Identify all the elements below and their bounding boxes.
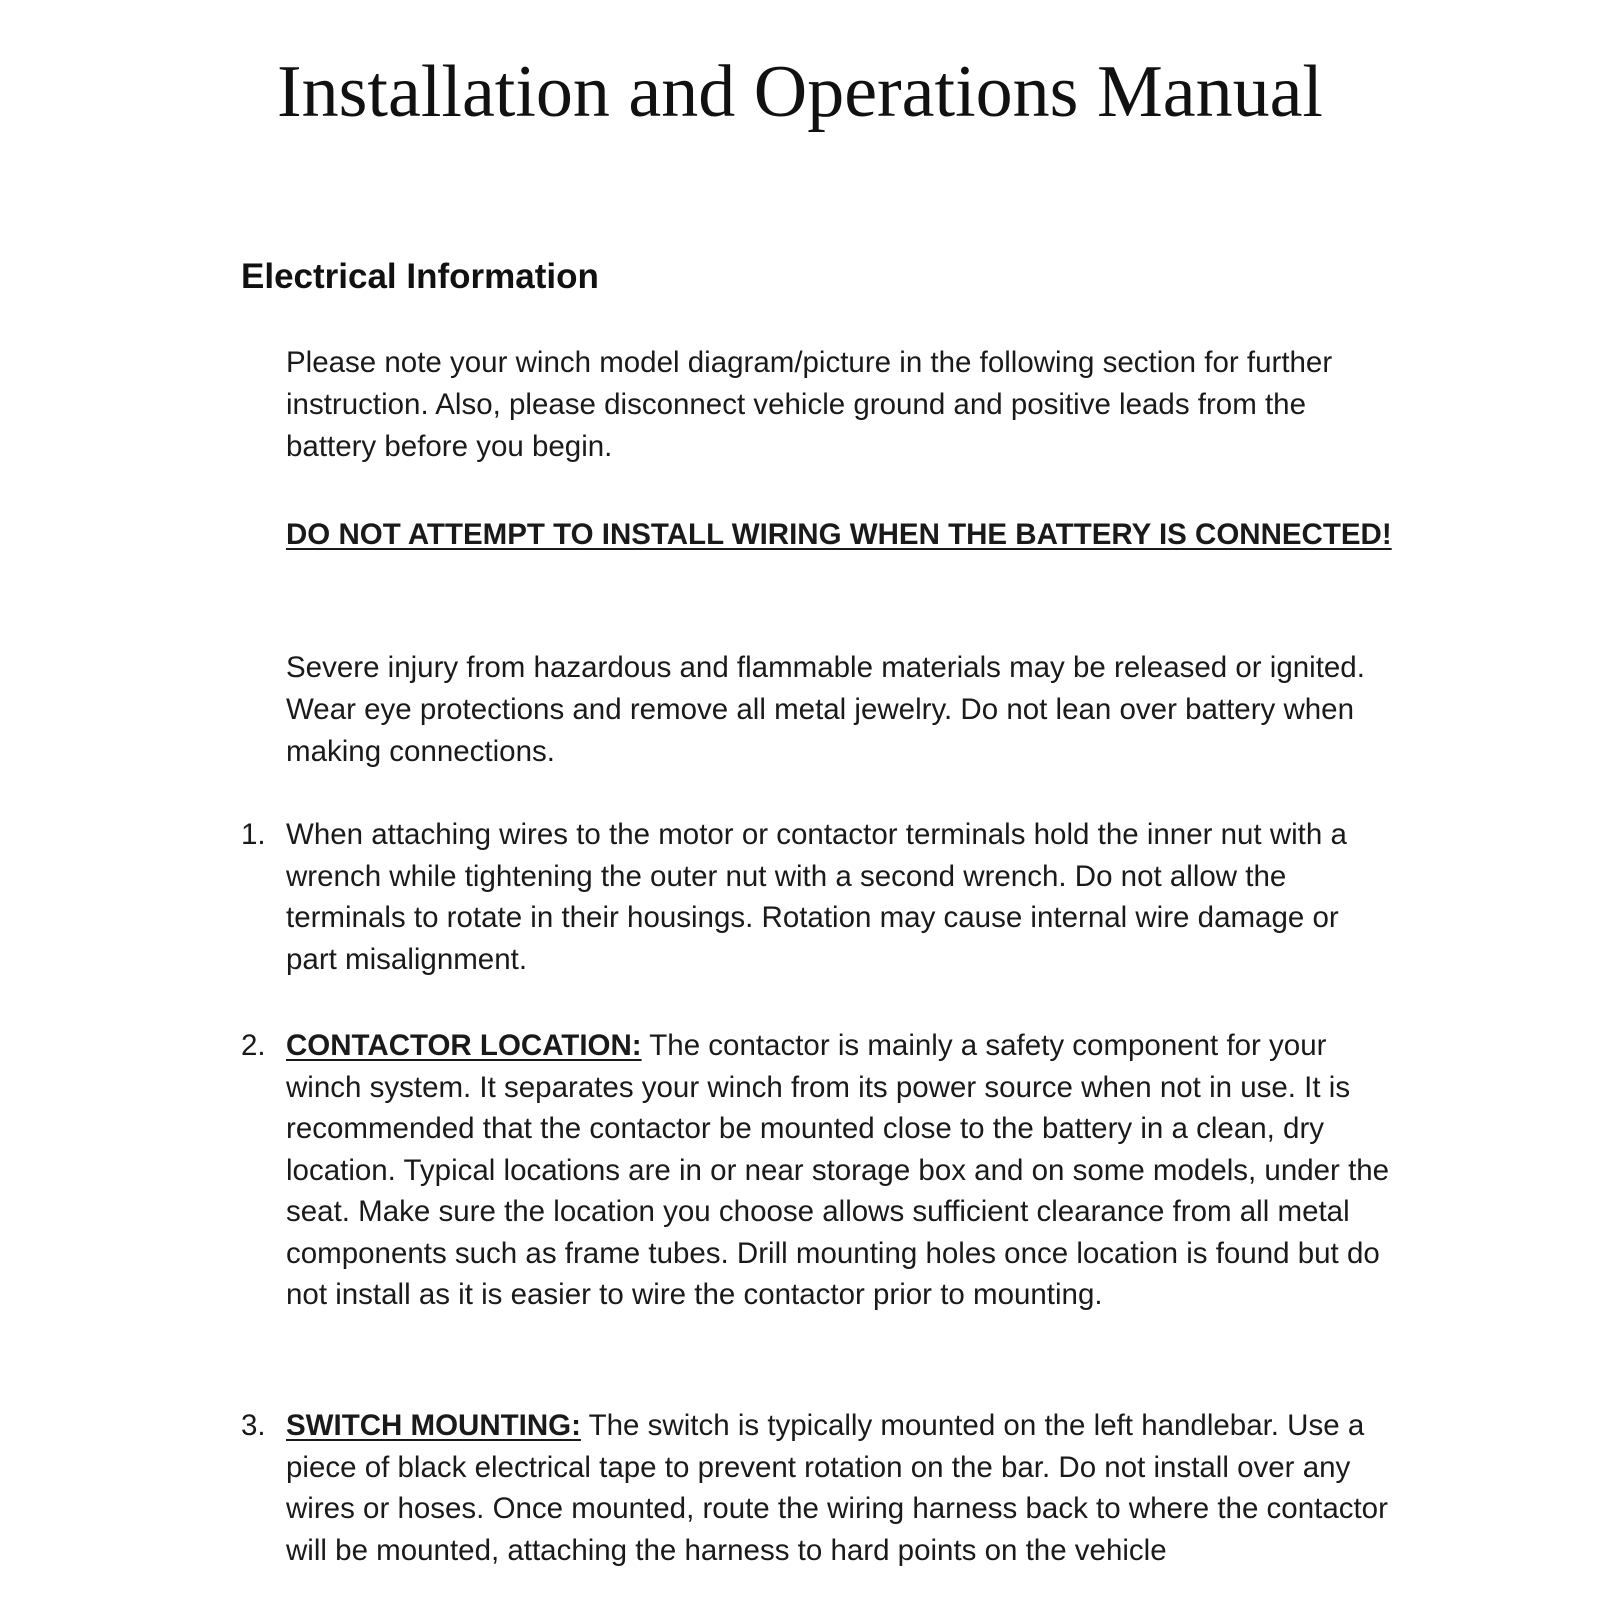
step-body <box>286 1405 1396 1571</box>
step-body <box>286 1025 1396 1316</box>
intro-paragraph: Please note your winch model diagram/picture in the following section for further instruction. Also, please disconnect vehicle ground and positive leads from the battery before you begin. <box>286 346 1333 463</box>
step-lead: SWITCH MOUNTING: <box>286 1409 581 1442</box>
battery-warning: DO NOT ATTEMPT TO INSTALL WIRING WHEN THE BATTERY IS CONNECTED! <box>286 518 1392 551</box>
step-body <box>286 814 1396 980</box>
step-text: When attaching wires to the motor or contactor terminals hold the inner nut with a wrench while tightening the outer nut with a second wrench. Do not allow the terminals to rotate in their housings. Rotation may cause internal wire damage or part misalignment. <box>286 818 1347 976</box>
step-number: 2. <box>241 1029 266 1062</box>
hazard-paragraph: Severe injury from hazardous and flammable materials may be released or ignited. Wear eye protections and remove all metal jewelry. Do not lean over battery when making connections. <box>286 651 1365 768</box>
section-heading: Electrical Information <box>241 257 599 296</box>
step-number: 3. <box>241 1409 266 1442</box>
document-title: Installation and Operations Manual <box>276 51 1323 133</box>
step-lead: CONTACTOR LOCATION: <box>286 1029 642 1062</box>
step-number: 1. <box>241 818 266 851</box>
step-text: The contactor is mainly a safety component for your winch system. It separates your winch from its power source when not in use. It is recommended that the contactor be mounted close to the battery in a clean, dry location. Typical locations are in or near storage box and on some models, under the seat. Make sure the location you choose allows sufficient clearance from all metal components such as frame tubes. Drill mounting holes once location is found but do not install as it is easier to wire the contactor prior to mounting. <box>286 1029 1390 1311</box>
step-text: The switch is typically mounted on the left handlebar. Use a piece of black electrical tape to prevent rotation on the bar. Do not install over any wires or hoses. Once mounted, route the wiring harness back to where the contactor will be mounted, attaching the harness to hard points on the vehicle <box>286 1409 1388 1567</box>
